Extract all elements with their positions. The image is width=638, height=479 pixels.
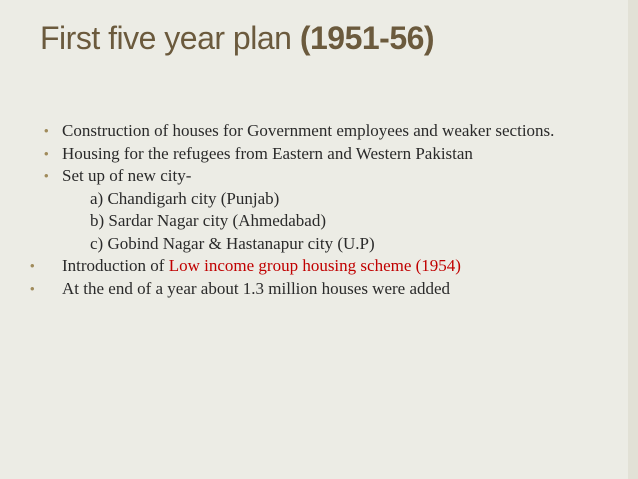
bullet-text: Set up of new city-: [62, 166, 192, 185]
bullet-item: [30, 120, 590, 143]
title-text: First five year plan: [40, 20, 300, 56]
bullet-list: [30, 120, 590, 300]
bullet-icon: •: [30, 280, 35, 296]
bullet-item: [30, 165, 590, 188]
bullet-text: Housing for the refugees from Eastern and Western Pakistan: [62, 143, 473, 163]
sub-item: [30, 188, 590, 211]
bullet-highlight: Low income group housing scheme (1954): [168, 256, 461, 275]
sub-item-text: b) Sardar Nagar city (Ahmedabad): [90, 211, 327, 230]
bullet-text: Introduction of: [62, 256, 169, 275]
bullet-icon: •: [44, 123, 49, 138]
bullet-item: [30, 143, 590, 166]
sub-item-text: c) Gobind Nagar & Hastanapur city (U.P): [90, 233, 375, 253]
sub-item-text: a) Chandigarh city (Punjab): [90, 188, 280, 208]
slide-edge-band: [628, 0, 638, 479]
slide-title: [40, 20, 434, 57]
bullet-icon: •: [44, 168, 49, 183]
bullet-icon: •: [30, 258, 35, 273]
bullet-text: Construction of houses for Government employees and weaker sections.: [62, 121, 555, 140]
sub-item: [30, 210, 590, 233]
sub-item: [30, 233, 590, 256]
bullet-item: [30, 255, 590, 278]
title-years: (1951-56): [299, 20, 435, 56]
bullet-icon: •: [44, 145, 49, 161]
bullet-item: [30, 278, 590, 301]
bullet-text: At the end of a year about 1.3 million houses were added: [62, 278, 451, 298]
